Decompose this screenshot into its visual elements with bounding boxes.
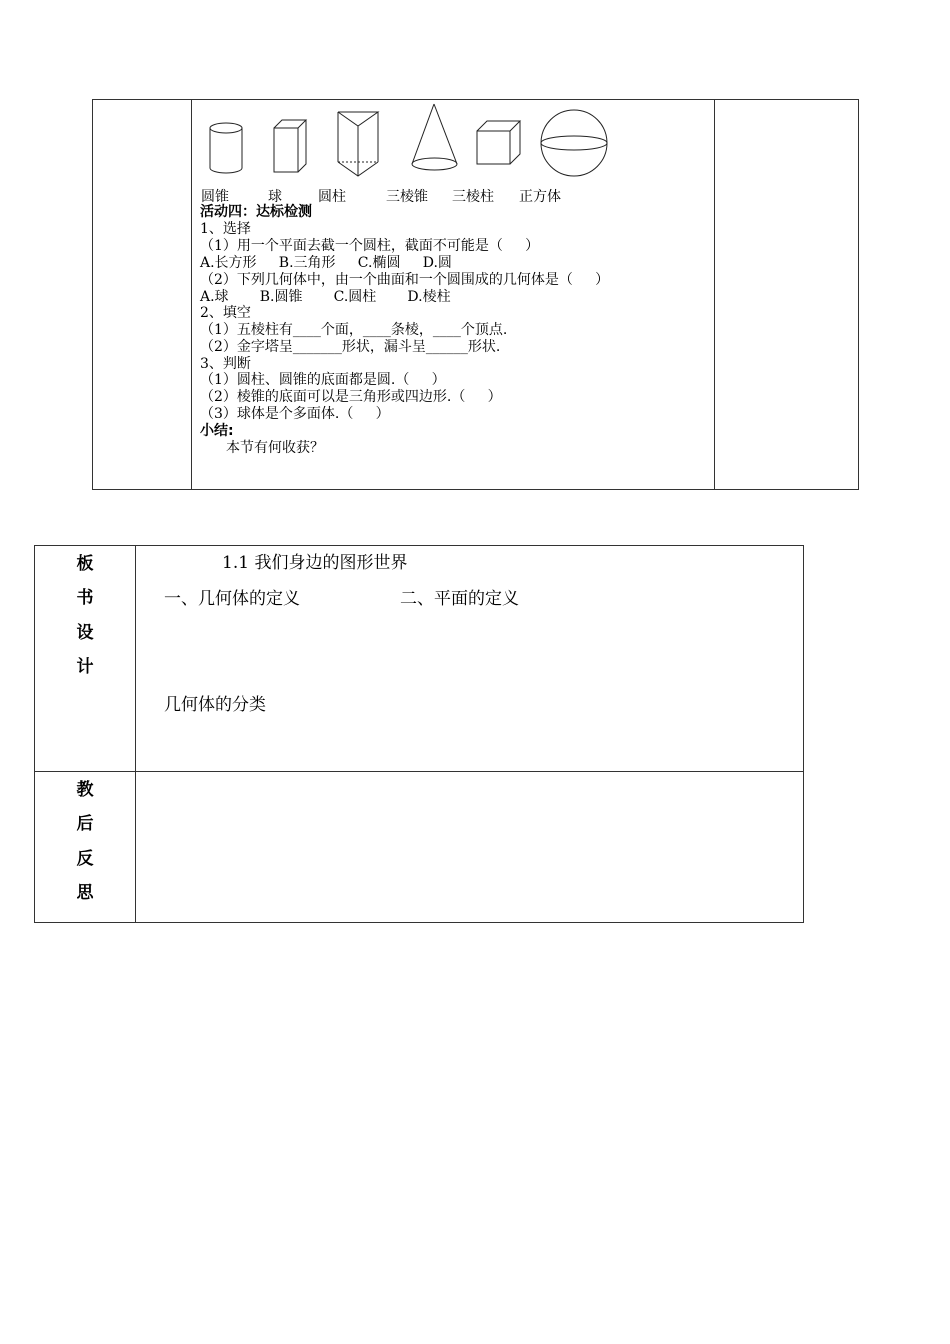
activity-line: A.球 B.圆锥 C.圆柱 D.棱柱	[200, 289, 451, 305]
board-item-geometry-definition: 一、几何体的定义	[164, 589, 300, 609]
shape-label-cylinder: 圆柱	[318, 189, 346, 205]
activity-line: 1、选择	[200, 221, 251, 237]
board-label-char: 设	[76, 623, 94, 643]
board-label-char: 书	[76, 588, 94, 608]
cylinder-icon	[210, 123, 242, 173]
board-label-char: 计	[76, 657, 94, 677]
shape-label-sphere: 球	[268, 189, 282, 205]
activity-heading: 活动四：达标检测	[200, 204, 312, 220]
shape-label-cube: 正方体	[519, 189, 561, 205]
sphere-icon	[541, 110, 607, 176]
reflection-label-char: 后	[76, 814, 94, 834]
activity-line: （3）球体是个多面体.（ ）	[200, 406, 390, 422]
cone-icon	[412, 104, 457, 170]
shape-label-triangular-pyramid: 三棱锥	[386, 189, 428, 205]
triangular-prism-icon	[338, 112, 378, 176]
activity-line: （2）下列几何体中，由一个曲面和一个圆围成的几何体是（ ）	[200, 272, 610, 288]
cube-icon	[477, 121, 520, 164]
activity-line: A.长方形 B.三角形 C.椭圆 D.圆	[200, 255, 452, 271]
board-table-divider	[135, 545, 136, 923]
cuboid-icon	[274, 120, 306, 172]
shape-label-cone: 圆锥	[201, 189, 229, 205]
shapes-figure	[195, 100, 615, 182]
summary-text: 本节有何收获？	[226, 440, 324, 456]
board-title: 1.1 我们身边的图形世界	[222, 553, 408, 573]
activity-line: （1）五棱柱有____个面，____条棱，____个顶点.	[200, 322, 508, 338]
activity-line: （2）棱锥的底面可以是三角形或四边形.（ ）	[200, 389, 502, 405]
activity-table-divider-left	[191, 99, 192, 490]
board-item-classification: 几何体的分类	[164, 695, 266, 715]
reflection-label-char: 思	[76, 883, 94, 903]
activity-line: （1）圆柱、圆锥的底面都是圆.（ ）	[200, 372, 446, 388]
board-table-row-divider	[34, 771, 804, 772]
board-label-char: 板	[76, 554, 94, 574]
reflection-label-char: 反	[76, 849, 94, 869]
shape-label-triangular-prism: 三棱柱	[452, 189, 494, 205]
activity-line: （1）用一个平面去截一个圆柱，截面不可能是（ ）	[200, 238, 540, 254]
activity-line: 3、判断	[200, 356, 251, 372]
activity-line: （2）金字塔呈_______形状，漏斗呈______形状.	[200, 339, 501, 355]
reflection-label-char: 教	[76, 780, 94, 800]
board-item-plane-definition: 二、平面的定义	[400, 589, 519, 609]
activity-line: 2、填空	[200, 305, 251, 321]
summary-heading: 小结:	[200, 423, 234, 439]
activity-table-divider-right	[714, 99, 715, 490]
